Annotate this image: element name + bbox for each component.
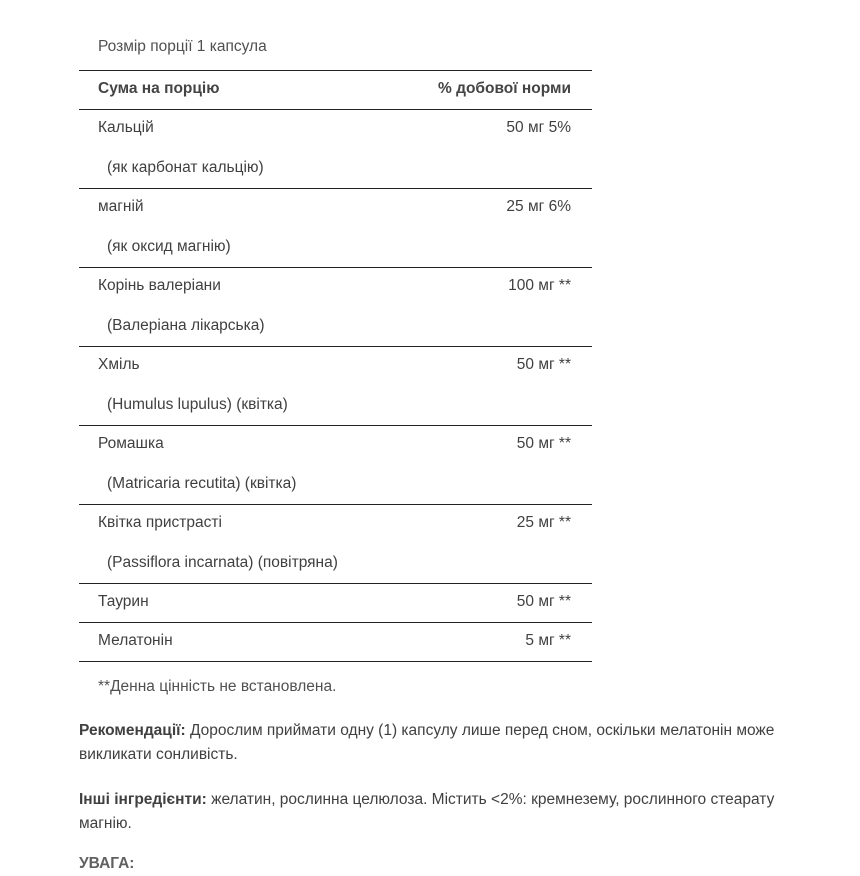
ingredient-name: Корінь валеріани bbox=[98, 277, 221, 294]
serving-size: Розмір порції 1 капсула bbox=[98, 38, 267, 55]
ingredient-amount: 50 мг 5% bbox=[506, 119, 571, 136]
table-row-chamomile bbox=[79, 426, 592, 504]
ingredient-name: магній bbox=[98, 198, 144, 215]
ingredient-name: Мелатонін bbox=[98, 632, 173, 649]
ingredient-amount: 50 мг ** bbox=[516, 593, 571, 610]
ingredient-name: Квітка пристрасті bbox=[98, 514, 222, 531]
table-row-valerian bbox=[79, 268, 592, 346]
ingredient-name: Хміль bbox=[98, 356, 140, 373]
ingredient-amount: 100 мг ** bbox=[508, 277, 571, 294]
other-ingredients-label: Інші інгредієнти: bbox=[79, 791, 207, 808]
ingredient-amount: 50 мг ** bbox=[516, 435, 571, 452]
supplement-facts-table bbox=[79, 70, 592, 662]
recommendations-label: Рекомендації: bbox=[79, 722, 186, 739]
warning-paragraph-partial bbox=[79, 852, 779, 876]
table-row-passionflower bbox=[79, 505, 592, 583]
ingredient-amount: 5 мг ** bbox=[525, 632, 571, 649]
ingredient-amount: 25 мг ** bbox=[516, 514, 571, 531]
ingredient-source: (як карбонат кальцію) bbox=[107, 159, 264, 176]
ingredient-amount: 50 мг ** bbox=[516, 356, 571, 373]
table-row-hops bbox=[79, 347, 592, 425]
other-ingredients-paragraph bbox=[79, 788, 779, 836]
table-row-calcium bbox=[79, 110, 592, 188]
table-row-melatonin bbox=[79, 623, 592, 661]
other-ingredients-text: желатин, рослинна целюлоза. Містить <2%: кремнезему, рослинного стеарату магнію. bbox=[79, 791, 775, 832]
table-row-magnesium bbox=[79, 189, 592, 267]
ingredient-name: Кальцій bbox=[98, 119, 154, 136]
warning-label: УВАГА: bbox=[79, 855, 135, 872]
ingredient-source: (Passiflora incarnata) (повітряна) bbox=[107, 554, 338, 571]
daily-value-footnote: **Денна цінність не встановлена. bbox=[98, 678, 337, 695]
ingredient-source: (Валеріана лікарська) bbox=[107, 317, 265, 334]
ingredient-source: (Matricaria recutita) (квітка) bbox=[107, 475, 297, 492]
table-row-taurine bbox=[79, 584, 592, 622]
recommendations-text: Дорослим приймати одну (1) капсулу лише перед сном, оскільки мелатонін може викликати сонливість. bbox=[79, 722, 775, 763]
table-bottom-rule bbox=[79, 661, 592, 662]
header-daily-value: % добової норми bbox=[438, 80, 571, 97]
table-header bbox=[79, 71, 592, 109]
ingredient-source: (як оксид магнію) bbox=[107, 238, 231, 255]
ingredient-amount: 25 мг 6% bbox=[506, 198, 571, 215]
recommendations-paragraph bbox=[79, 719, 779, 767]
header-amount-per-serving: Сума на порцію bbox=[98, 80, 220, 97]
ingredient-source: (Humulus lupulus) (квітка) bbox=[107, 396, 288, 413]
ingredient-name: Ромашка bbox=[98, 435, 164, 452]
ingredient-name: Таурин bbox=[98, 593, 149, 610]
